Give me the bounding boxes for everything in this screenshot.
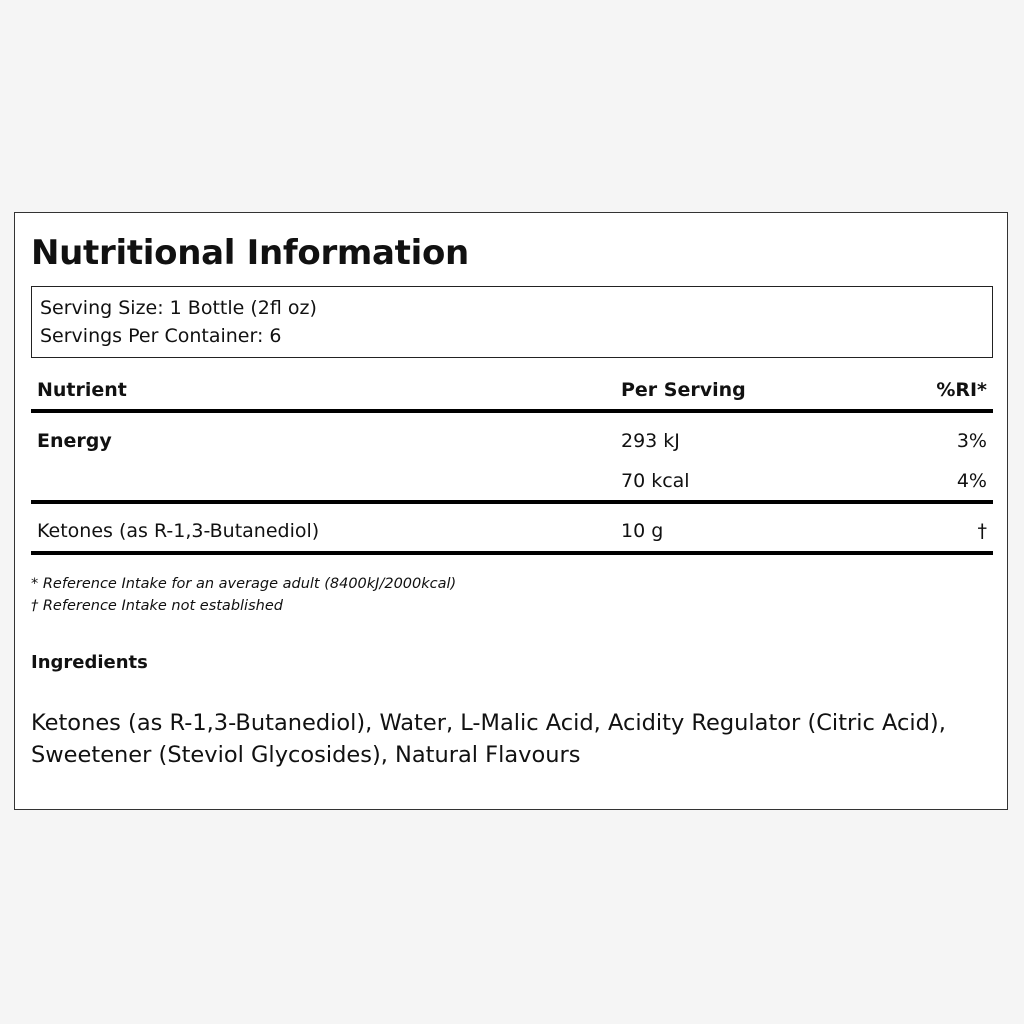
energy-divider xyxy=(31,500,993,504)
serving-info-box xyxy=(31,286,993,358)
footnote-reference-intake: * Reference Intake for an average adult (8400kJ/2000kcal) xyxy=(31,576,457,592)
ingredients-text: Ketones (as R-1,3-Butanediol), Water, L-Malic Acid, Acidity Regulator (Citric Acid), Sweetener (Steviol Glycosides), Natural Flavours xyxy=(31,710,946,768)
nutrient-name: Energy xyxy=(37,430,112,452)
header-divider xyxy=(31,409,993,413)
table-row xyxy=(31,511,993,551)
label-title: Nutritional Information xyxy=(31,233,469,273)
ingredients-heading: Ingredients xyxy=(31,652,148,673)
servings-per-container: Servings Per Container: 6 xyxy=(40,325,282,347)
ri-value: † xyxy=(977,520,987,542)
nutrient-name: Ketones (as R-1,3-Butanediol) xyxy=(37,520,320,542)
footnote-not-established: † Reference Intake not established xyxy=(31,598,283,614)
header-per-serving: Per Serving xyxy=(621,379,746,401)
table-header-row xyxy=(31,370,993,410)
table-row xyxy=(31,461,993,501)
header-ri: %RI* xyxy=(936,379,987,401)
ri-value: 3% xyxy=(956,430,987,452)
header-nutrient: Nutrient xyxy=(37,379,127,401)
table-row xyxy=(31,421,993,461)
per-serving-value: 293 kJ xyxy=(621,430,680,452)
per-serving-value: 70 kcal xyxy=(621,470,690,492)
ri-value: 4% xyxy=(956,470,987,492)
serving-size: Serving Size: 1 Bottle (2fl oz) xyxy=(40,297,317,319)
nutrition-label-panel xyxy=(14,212,1008,810)
table-bottom-divider xyxy=(31,551,993,555)
per-serving-value: 10 g xyxy=(621,520,664,542)
